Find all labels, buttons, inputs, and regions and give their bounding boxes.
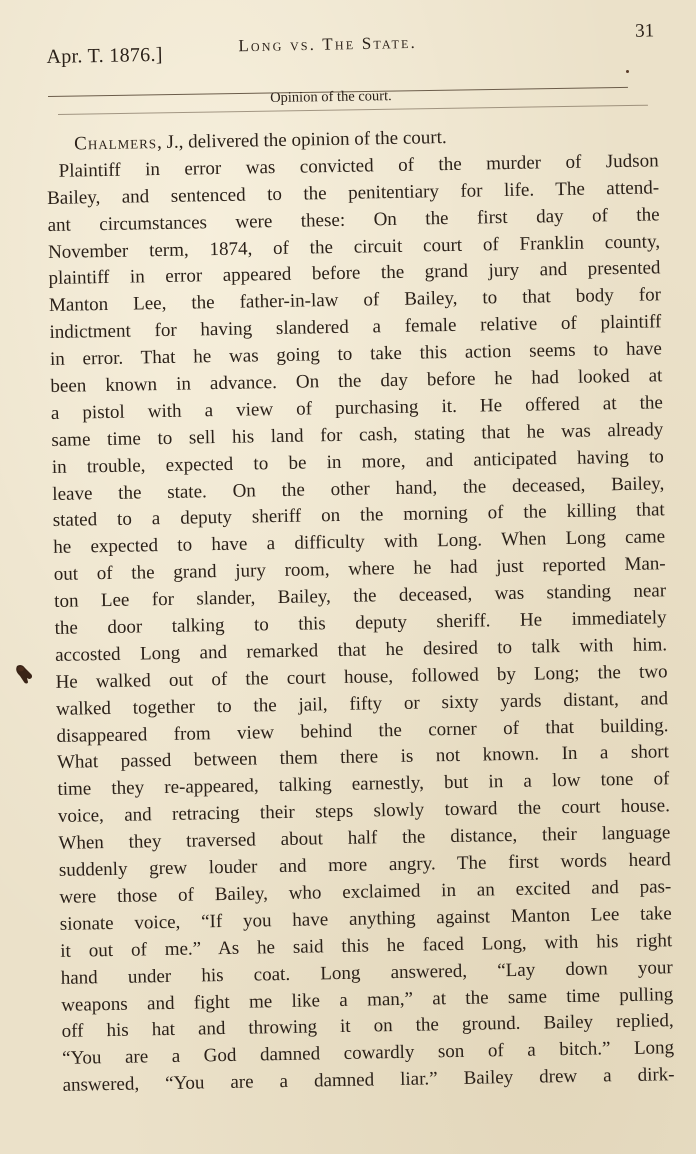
ink-speck	[626, 70, 629, 73]
text-line: Manton Lee, the father-in-law of Bailey, to that body for	[48, 284, 662, 317]
text-line: out of the grand jury room, where he had just reported Man-	[53, 553, 666, 586]
text-line: He walked out of the court house, followed by Long; the two	[55, 661, 668, 693]
text-line: were those of Bailey, who exclaimed in an excited and pas-	[59, 876, 672, 908]
text-line: a pistol with a view of purchasing it. He offered at the	[50, 392, 664, 424]
text-line: ton Lee for slander, Bailey, the deceased, was standing near	[54, 580, 667, 613]
subheading-rule	[58, 105, 648, 115]
text-line: disappeared from view behind the corner of that building.	[56, 714, 669, 747]
text-line-content: , J., delivered the opinion of the court.	[156, 127, 447, 154]
text-line: What passed between them there is not known. In a short	[56, 741, 670, 774]
text-line: in error. That he was going to take this action seems to have	[49, 338, 663, 371]
text-line: plaintiff in error appeared before the grand jury and presented	[48, 257, 661, 290]
text-line: it out of me.” As he said this he faced Long, with his right	[60, 929, 673, 962]
text-line: “You are a God damned cowardly son of a bitch.” Long	[61, 1037, 675, 1070]
text-line: he expected to have a difficulty with Long. When Long came	[53, 526, 666, 559]
text-line: indictment for having slandered a female relative of plaintiff	[49, 311, 662, 344]
section-subheading: Opinion of the court.	[270, 88, 392, 106]
text-line: in trouble, expected to be in more, and anticipated having to	[51, 445, 664, 478]
page-number: 31	[634, 20, 655, 42]
text-line: suddenly grew louder and more angry. The first words heard	[58, 849, 671, 881]
text-line: stated to a deputy sheriff on the morning of the killing that	[52, 499, 665, 532]
text-line: November term, 1874, of the circuit court of Franklin county,	[47, 230, 661, 263]
justice-name: Chalmers	[74, 132, 158, 155]
text-line: When they traversed about half the distance, their language	[58, 822, 671, 855]
term-label: Apr. T. 1876.]	[46, 43, 163, 68]
text-line: hand under his coat. Long answered, “Lay down your	[60, 956, 673, 989]
text-line: time they re-appeared, talking earnestly, but in a low tone of	[57, 768, 670, 801]
text-line: voice, and retracing their steps slowly toward the court house.	[57, 795, 671, 828]
text-line: ant circumstances were these: On the first day of the	[47, 203, 660, 236]
text-line: weapons and fight me like a man,” at the same time pulling	[61, 983, 674, 1016]
text-line: sionate voice, “If you have anything against Manton Lee take	[59, 903, 672, 935]
opinion-text	[46, 121, 675, 1100]
text-line: same time to sell his land for cash, stating that he was already	[51, 419, 664, 451]
pointing-hand-icon	[14, 662, 36, 686]
text-line: answered, “You are a damned liar.” Bailey drew a dirk-	[62, 1064, 675, 1097]
text-line: off his hat and throwing it on the ground. Bailey replied,	[61, 1010, 674, 1043]
text-line: the door talking to this deputy sheriff. He immediately	[54, 607, 667, 639]
text-line: accosted Long and remarked that he desired to talk with him.	[54, 634, 668, 666]
running-header	[46, 18, 657, 70]
text-line: been known in advance. On the day before he had looked at	[50, 365, 663, 397]
text-line: walked together to the jail, fifty or sixty yards distant, and	[55, 687, 669, 720]
text-line: leave the state. On the other hand, the deceased, Bailey,	[52, 472, 665, 505]
text-line: Bailey, and sentenced to the penitentiary for life. The attend-	[46, 177, 660, 209]
text-line: Plaintiff in error was convicted of the murder of Judson	[58, 150, 659, 182]
case-title: Long vs. The State.	[238, 32, 418, 56]
